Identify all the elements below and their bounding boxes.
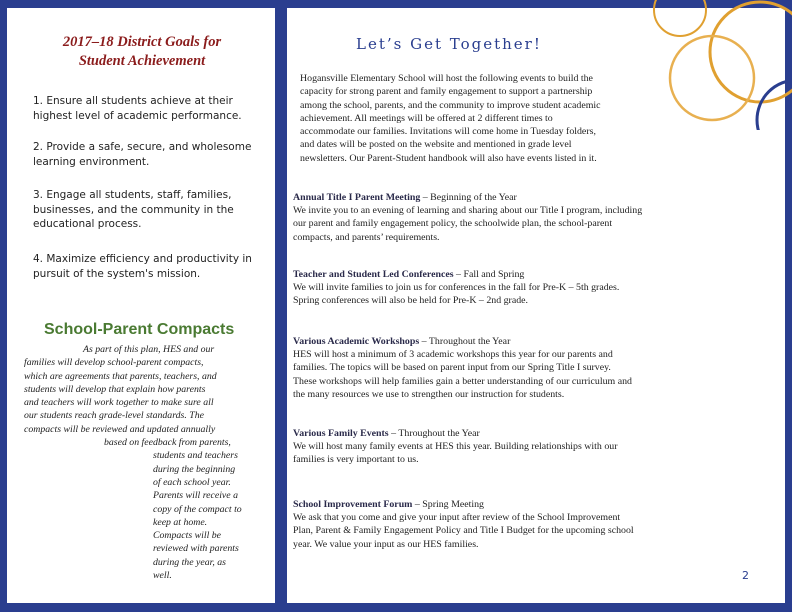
compacts-line: Parents will receive a [153,490,238,502]
event-line: HES will host a minimum of 3 academic workshops this year for our parents and [293,349,613,361]
intro-line: Hogansville Elementary School will host the following events to build the [300,73,593,84]
intro-line: newsletters. Our Parent-Student handbook will also have events listed in it. [300,152,597,164]
compacts-line: As part of this plan, HES and our [83,344,215,355]
compacts-line: students will develop that explain how parents [24,383,206,395]
event-line: We ask that you come and give your input after review of the School Improvement [293,512,621,524]
event-line: We will invite families to join us for conferences in the fall for Pre-K – 5th grades. [293,282,620,294]
compacts-body [24,343,242,582]
event-academic-workshops [293,335,713,401]
event-family-events [293,427,713,467]
compacts-title: School-Parent Compacts [44,321,235,338]
compacts-line: students and teachers [153,450,238,462]
event-line: our parent and family engagement policy, the schoolwide plan, the school-parent [293,218,613,230]
goal-1: 1. Ensure all students achieve at their highest level of academic performance. [33,95,242,122]
intro-line: achievement. All meetings will be offered at 2 different times to [300,112,553,124]
compacts-line: families will develop school-parent compacts, [24,357,204,369]
compacts-line: reviewed with parents [153,543,239,555]
event-when: – Throughout the Year [388,428,480,439]
event-line: families. The topics will be based on parent input from our Spring Title I survey. [293,362,611,374]
event-when: – Throughout the Year [419,336,511,347]
event-heading: Teacher and Student Led Conferences [293,269,454,280]
compacts-line: based on feedback from parents, [104,437,231,449]
goal-2: 2. Provide a safe, secure, and wholesome learning environment. [33,141,252,168]
event-when: – Fall and Spring [453,269,525,280]
event-line: families is very important to us. [293,454,419,466]
compacts-line: compacts will be reviewed and updated annually [24,423,216,435]
events-intro [300,72,668,165]
column-divider [275,0,287,612]
compacts-line: Compacts will be [153,530,222,542]
events-title: Let’s Get Together! [356,35,542,53]
event-line: Plan, Parent & Family Engagement Policy and Title I Budget for the upcoming school [293,525,634,537]
event-line: compacts, and parents’ requirements. [293,231,440,243]
event-heading: Various Academic Workshops [293,336,420,347]
event-heading: School Improvement Forum [293,499,413,510]
district-goals-heading-line2: Student Achievement [78,53,206,69]
goal-4: 4. Maximize efficiency and productivity in pursuit of the system's mission. [33,253,252,280]
intro-line: among the school, parents, and the community to improve student academic [300,99,601,111]
goal-3: 3. Engage all students, staff, families, businesses, and the community in the educational process. [33,189,234,230]
compacts-line: well. [153,570,172,582]
event-line: We will host many family events at HES this year. Building relationships with our [293,441,618,453]
event-line: year. We value your input as our HES families. [293,538,479,550]
intro-line: accommodate our families. Invitations will come home in Tuesday folders, [300,126,596,138]
compacts-line: keep at home. [153,516,208,528]
event-line: Spring conferences will also be held for Pre-K – 2nd grade. [293,295,529,307]
compacts-line: copy of the compact to [153,503,242,515]
compacts-line: during the beginning [153,463,236,475]
compacts-line: our students reach grade-level standards. The [24,410,204,422]
event-heading: Various Family Events [293,428,389,439]
event-when: – Spring Meeting [412,499,484,510]
compacts-line: which are agreements that parents, teachers, and [24,370,217,382]
event-title-i-meeting [293,191,713,244]
page-number: 2 [742,569,749,582]
event-improvement-forum [293,498,713,551]
event-when: – Beginning of the Year [420,192,517,203]
event-line: the many resources we use to strengthen our instruction for students. [293,388,565,400]
intro-line: capacity for strong parent and family engagement to support a partnership [300,86,593,98]
event-conferences [293,268,713,308]
compacts-line: during the year, as [153,556,226,568]
intro-line: and dates will be posted on the website and mentioned in grade level [300,139,572,151]
event-line: We invite you to an evening of learning and sharing about our Title I program, including [293,205,643,217]
event-line: These workshops will help families gain a better understanding of our curriculum and [293,375,632,387]
compacts-line: and teachers will work together to make sure all [24,397,214,409]
event-heading: Annual Title I Parent Meeting [293,192,421,203]
district-goals-heading-line1: 2017–18 District Goals for [62,34,222,50]
compacts-line: of each school year. [153,476,231,488]
